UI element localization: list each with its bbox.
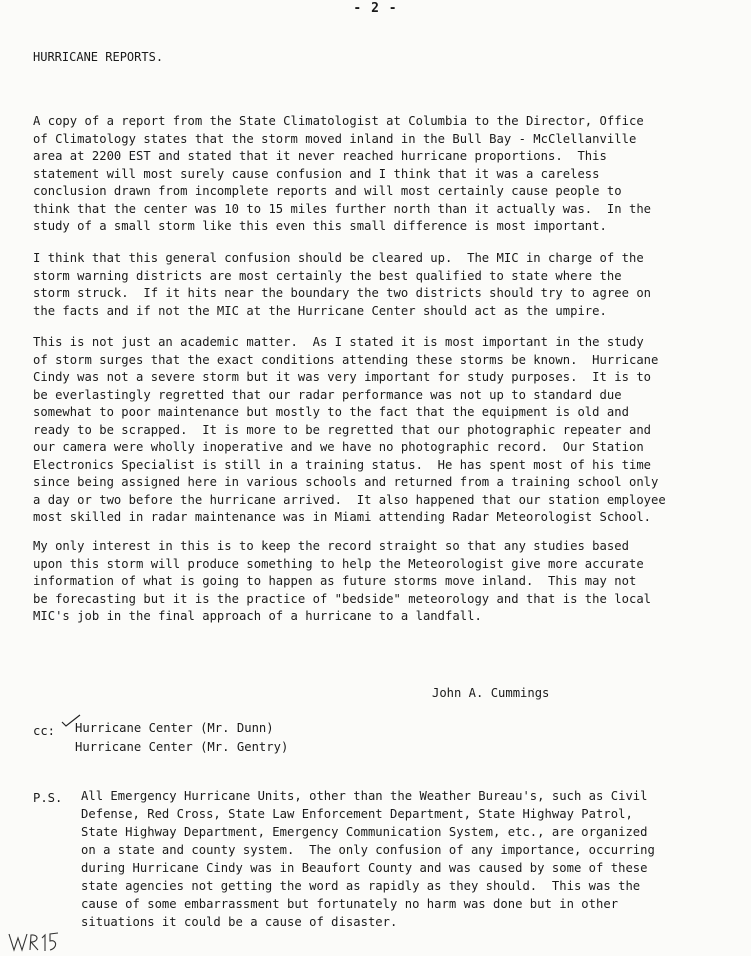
paragraph-line: statement will most surely cause confusion and I think that it was a careless	[33, 166, 600, 181]
ps-line: State Highway Department, Emergency Communication System, etc., are organized	[81, 825, 648, 839]
ps-label: P.S.	[33, 791, 63, 805]
ps-line: All Emergency Hurricane Units, other than the Weather Bureau's, such as Civil	[81, 789, 648, 803]
paragraph-line: be forecasting but it is the practice of "bedside" meteorology and that is the local	[33, 591, 652, 606]
paragraph-line: This is not just an academic matter. As I stated it is most important in the study	[33, 335, 644, 349]
paragraph-line: A copy of a report from the State Climatologist at Columbia to the Director, Office	[33, 114, 644, 128]
cc-recipients	[75, 719, 288, 757]
paragraph-line: be everlastingly regretted that our radar performance was not up to standard due	[33, 387, 622, 402]
paragraph-line: since being assigned here in various schools and returned from a training school only	[33, 475, 659, 489]
ps-line: situations it could be a cause of disaster.	[81, 915, 398, 929]
paragraph-line: our camera were wholly inoperative and we have no photographic record. Our Station	[33, 440, 644, 454]
paragraph-line: of Climatology states that the storm moved inland in the Bull Bay - McClellanville	[33, 131, 637, 146]
ps-line: cause of some embarrassment but fortunately no harm was done but in other	[81, 897, 619, 911]
paragraph-line: My only interest in this is to keep the record straight so that any studies based	[33, 539, 629, 553]
paragraph-line: Cindy was not a severe storm but it was very important for study purposes. It is to	[33, 370, 652, 384]
paragraph-4	[33, 538, 651, 626]
cc-recipient: Hurricane Center (Mr. Dunn)	[75, 721, 274, 735]
paragraph-line: storm struck. If it hits near the boundary the two districts should try to agree on	[33, 286, 652, 300]
paragraph-line: the facts and if not the MIC at the Hurricane Center should act as the umpire.	[33, 303, 607, 318]
ps-line: state agencies not getting the word as rapidly as they should. This was the	[81, 879, 641, 893]
paragraph-line: MIC's job in the final approach of a hurricane to a landfall.	[33, 609, 482, 623]
signature: John A. Cummings	[432, 686, 550, 700]
paragraph-line: area at 2200 EST and stated that it never reached hurricane proportions. This	[33, 149, 607, 163]
paragraph-1	[33, 113, 651, 236]
cc-label: cc:	[33, 724, 56, 738]
paragraph-line: ready to be scrapped. It is more to be regretted that our photographic repeater and	[33, 422, 652, 437]
paragraph-line: think that the center was 10 to 15 miles further north than it actually was. In the	[33, 201, 652, 216]
paragraph-line: I think that this general confusion should be cleared up. The MIC in charge of the	[33, 251, 644, 265]
paragraph-3	[33, 334, 666, 527]
paragraph-line: most skilled in radar maintenance was in Miami attending Radar Meteorologist School.	[33, 510, 652, 524]
paragraph-line: upon this storm will produce something to help the Meteorologist give more accurate	[33, 556, 644, 571]
page-number: - 2 -	[353, 1, 398, 16]
paragraph-line: of storm surges that the exact conditions attending these storms be known. Hurricane	[33, 352, 659, 367]
paragraph-line: storm warning districts are most certainly the best qualified to state where the	[33, 268, 622, 283]
paragraph-line: conclusion drawn from incomplete reports and will most certainly cause people to	[33, 184, 622, 198]
postscript	[81, 787, 655, 931]
ps-line: Defense, Red Cross, State Law Enforcement Department, State Highway Patrol,	[81, 807, 633, 821]
paragraph-line: a day or two before the hurricane arrived. It also happened that our station employee	[33, 492, 666, 507]
cc-recipient: Hurricane Center (Mr. Gentry)	[75, 740, 289, 754]
ps-line: on a state and county system. The only confusion of any importance, occurring	[81, 843, 655, 857]
paragraph-2	[33, 250, 651, 320]
paragraph-line: Electronics Specialist is still in a training status. He has spent most of his time	[33, 457, 652, 472]
paragraph-line: information of what is going to happen as future storms move inland. This may not	[33, 574, 637, 588]
handwritten-initials	[6, 926, 61, 956]
ps-line: during Hurricane Cindy was in Beaufort County and was caused by some of these	[81, 861, 648, 875]
paragraph-line: somewhat to poor maintenance but mostly to the fact that the equipment is old and	[33, 405, 629, 419]
paragraph-line: study of a small storm like this even this small difference is most important.	[33, 219, 607, 233]
section-heading: HURRICANE REPORTS.	[33, 50, 164, 64]
